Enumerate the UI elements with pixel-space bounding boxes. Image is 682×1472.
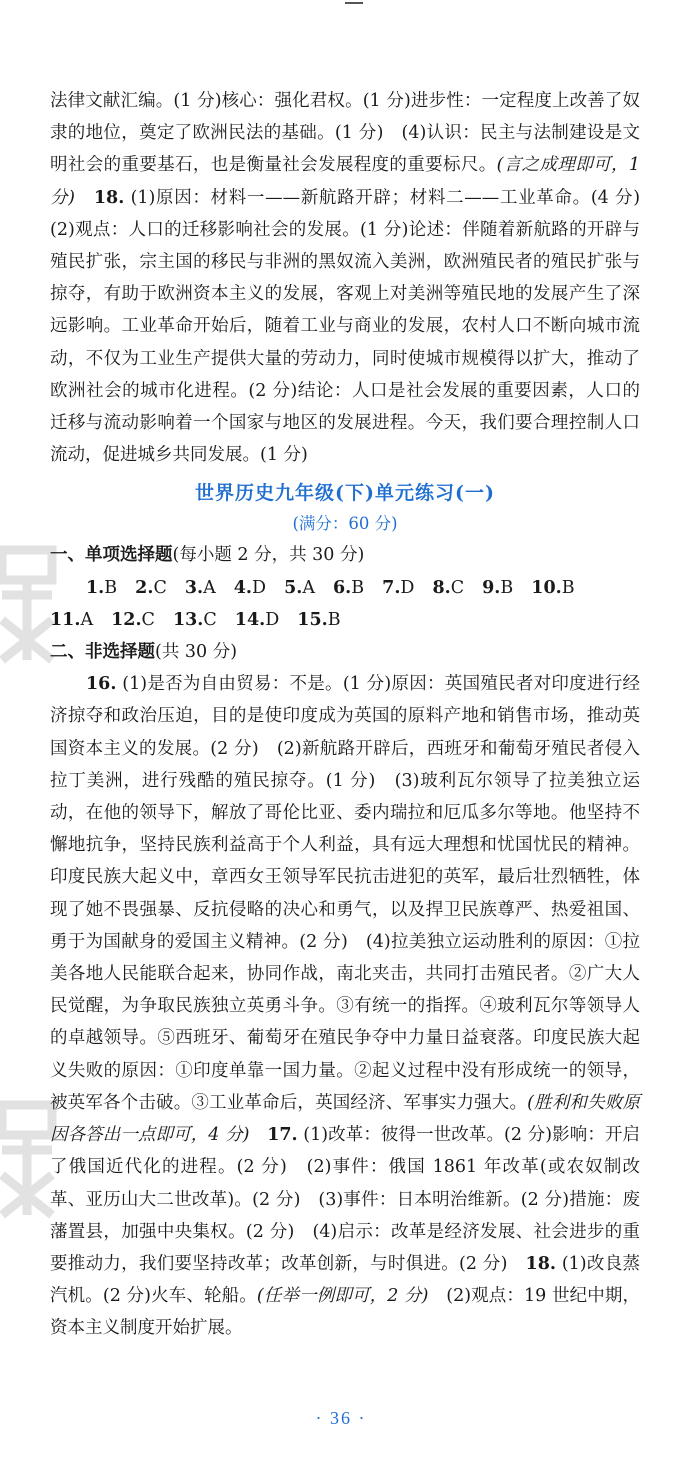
choice-answer-letter: B <box>351 577 365 598</box>
answer-text: (1)是否为自由贸易：不是。(1 分)原因：英国殖民者对印度进行经济掠夺和政治压迫，目的是使印度成为英国的原料产地和销售市场，推动英国资本主义的发展。(2 分) (2)新航路开辟后，西班牙和葡萄牙殖民者侵入拉丁美洲，进行残酷的殖民掠夺。(1 分) (3)玻利瓦尔领导了拉美独立运动，在他的领导下，解放了哥伦比亚、委内瑞拉和厄瓜多尔等地。他坚持不懈地抗争，坚持民族利益高于个人利益，具有远大理想和忧国忧民的精神。印度民族大起义中，章西女王领导军民抗击进犯的英军，最后壮烈牺牲，体现了她不畏强暴、反抗侵略的决心和勇气，以及捍卫民族尊严、热爱祖国、勇于为国献身的爱国主义精神。(2 分) (4)拉美独立运动胜利的原因：①拉美各地人民能联合起来，协同作战，南北夹击，共同打击殖民者。②广大人民觉醒，为争取民族独立英勇斗争。③有统一的指挥。④玻利瓦尔等领导人的卓越领导。⑤西班牙、葡萄牙在殖民争夺中力量日益衰落。印度民族大起义失败的原因：①印度单靠一国力量。②起义过程中没有形成统一的领导，被英军各个击破。③工业革命后，英国经济、军事实力强大。 <box>50 674 640 1113</box>
choice-question-number: 13. <box>172 609 204 630</box>
part1-heading-note: (每小题 2 分，共 30 分) <box>172 545 365 566</box>
choice-answer <box>185 572 216 604</box>
choice-question-number: 1. <box>86 577 105 598</box>
continuation-paragraph <box>50 85 658 471</box>
answer-text: (1)改良蒸汽机。(2 分)火车、轮船。 <box>50 1253 640 1307</box>
choice-answer-letter: D <box>252 577 267 598</box>
answer-text <box>75 188 94 208</box>
choice-question-number: 8. <box>432 577 451 598</box>
choice-answer <box>284 572 315 604</box>
choice-answer <box>86 572 117 604</box>
choice-answer <box>234 572 266 604</box>
choice-question-number: 7. <box>382 577 401 598</box>
answer-text: (2)观点：19 世纪中期，资本主义制度开始扩展。 <box>50 1286 641 1339</box>
choice-answer-letter: B <box>561 577 575 598</box>
choice-question-number: 15. <box>297 609 328 630</box>
choice-answer-letter: C <box>153 577 167 598</box>
choice-answer <box>382 572 414 604</box>
choice-question-number: 9. <box>482 577 501 598</box>
choice-answer <box>297 604 340 636</box>
answer-text <box>250 1125 268 1145</box>
choice-answer <box>111 604 155 636</box>
choice-question-number: 12. <box>111 609 142 630</box>
choice-answer-letter: A <box>203 577 216 598</box>
part2-heading-label: 二、非选择题 <box>50 642 155 663</box>
choice-answer-letter: C <box>203 609 217 630</box>
choice-answer <box>50 604 93 636</box>
choice-question-number: 10. <box>531 577 562 598</box>
choice-question-number: 5. <box>284 577 303 598</box>
scoring-note: (任举一例即可，2 分) <box>256 1286 429 1307</box>
choice-question-number: 2. <box>135 577 154 598</box>
answer-text: 法律文献汇编。(1 分)核心：强化君权。(1 分)进步性：一定程度上改善了奴隶的地位，奠定了欧洲民法的基础。(1 分) (4)认识：民主与法制建设是文明社会的重要基石，也是衡量社会发展程度的重要标尺。 <box>50 91 640 176</box>
choice-answer-letter: D <box>265 609 280 630</box>
part1-heading-label: 一、单项选择题 <box>50 545 173 566</box>
question-number: 16. <box>86 674 117 695</box>
choice-answer-letter: C <box>450 577 465 598</box>
choice-answer-letter: B <box>104 577 118 598</box>
top-edge-mark <box>345 2 363 4</box>
choice-answer-letter: C <box>141 609 155 630</box>
choice-question-number: 3. <box>184 577 204 598</box>
question-number: 18. <box>525 1253 556 1274</box>
choice-answer <box>173 604 217 636</box>
choice-answer-letter: B <box>327 609 341 630</box>
answer-text: (1)原因：材料一——新航路开辟；材料二——工业革命。(4 分) (2)观点：人口的迁移影响社会的发展。(1 分)论述：伴随着新航路的开辟与殖民扩张，宗主国的移民与非洲的黑奴流入美洲，欧洲殖民者的殖民扩张与掠夺，有助于欧洲资本主义的发展，客观上对美洲等殖民地的发展产生了深远影响。工业革命开始后，随着工业与商业的发展，农村人口不断向城市流动，不仅为工业生产提供大量的劳动力，同时使城市规模得以扩大，推动了欧洲社会的城市化进程。(2 分)结论：人口是社会发展的重要因素，人口的迁移与流动影响着一个国家与地区的发展进程。今天，我们要合理控制人口流动，促进城乡共同发展。(1 分) <box>50 187 658 466</box>
choice-answer-letter: B <box>500 577 514 598</box>
answer-page <box>50 85 658 1345</box>
part2-heading-note: (共 30 分) <box>155 642 238 663</box>
page-number: · 36 · <box>315 1408 367 1428</box>
scoring-note: (言之成理即可，1 分) <box>50 155 641 208</box>
choice-answer <box>235 604 279 636</box>
choice-answer-letter: D <box>400 577 415 598</box>
part1-heading <box>50 539 640 571</box>
choice-answer <box>135 572 167 604</box>
section-title: 世界历史九年级(下)单元练习(一) <box>195 482 495 505</box>
choice-question-number: 11. <box>50 609 81 630</box>
choice-question-number: 6. <box>332 577 352 598</box>
choice-answer <box>333 572 364 604</box>
scoring-note: (胜利和失败原因各答出一点即可，4 分) <box>50 1092 640 1146</box>
choice-answers-row-2 <box>50 604 640 636</box>
part2-heading <box>50 636 640 668</box>
part2-answers-paragraph <box>50 668 640 1344</box>
choice-answer <box>531 572 574 604</box>
choice-answer <box>482 572 513 604</box>
choice-answer-letter: A <box>80 609 94 630</box>
question-number: 17. <box>267 1125 298 1146</box>
choice-answer <box>432 572 464 604</box>
answer-text: (1)改革：彼得一世改革。(2 分)影响：开启了俄国近代化的进程。(2 分) (2)事件：俄国 1861 年改革(或农奴制改革、亚历山大二世改革)。(2 分) (3)事件：日本明治维新。(2 分)措施：废藩置县，加强中央集权。(2 分) (4)启示：改革是经济发展、社会进步的重要推动力，我们要坚持改革；改革创新，与时俱进。(2 分) <box>50 1125 641 1274</box>
choice-answer-letter: A <box>302 577 315 598</box>
question-number: 18. <box>93 187 125 208</box>
choice-answers-row-1 <box>50 572 640 604</box>
choice-question-number: 14. <box>234 609 266 630</box>
choice-question-number: 4. <box>233 577 253 598</box>
section-subtitle: (满分：60 分) <box>292 514 398 534</box>
